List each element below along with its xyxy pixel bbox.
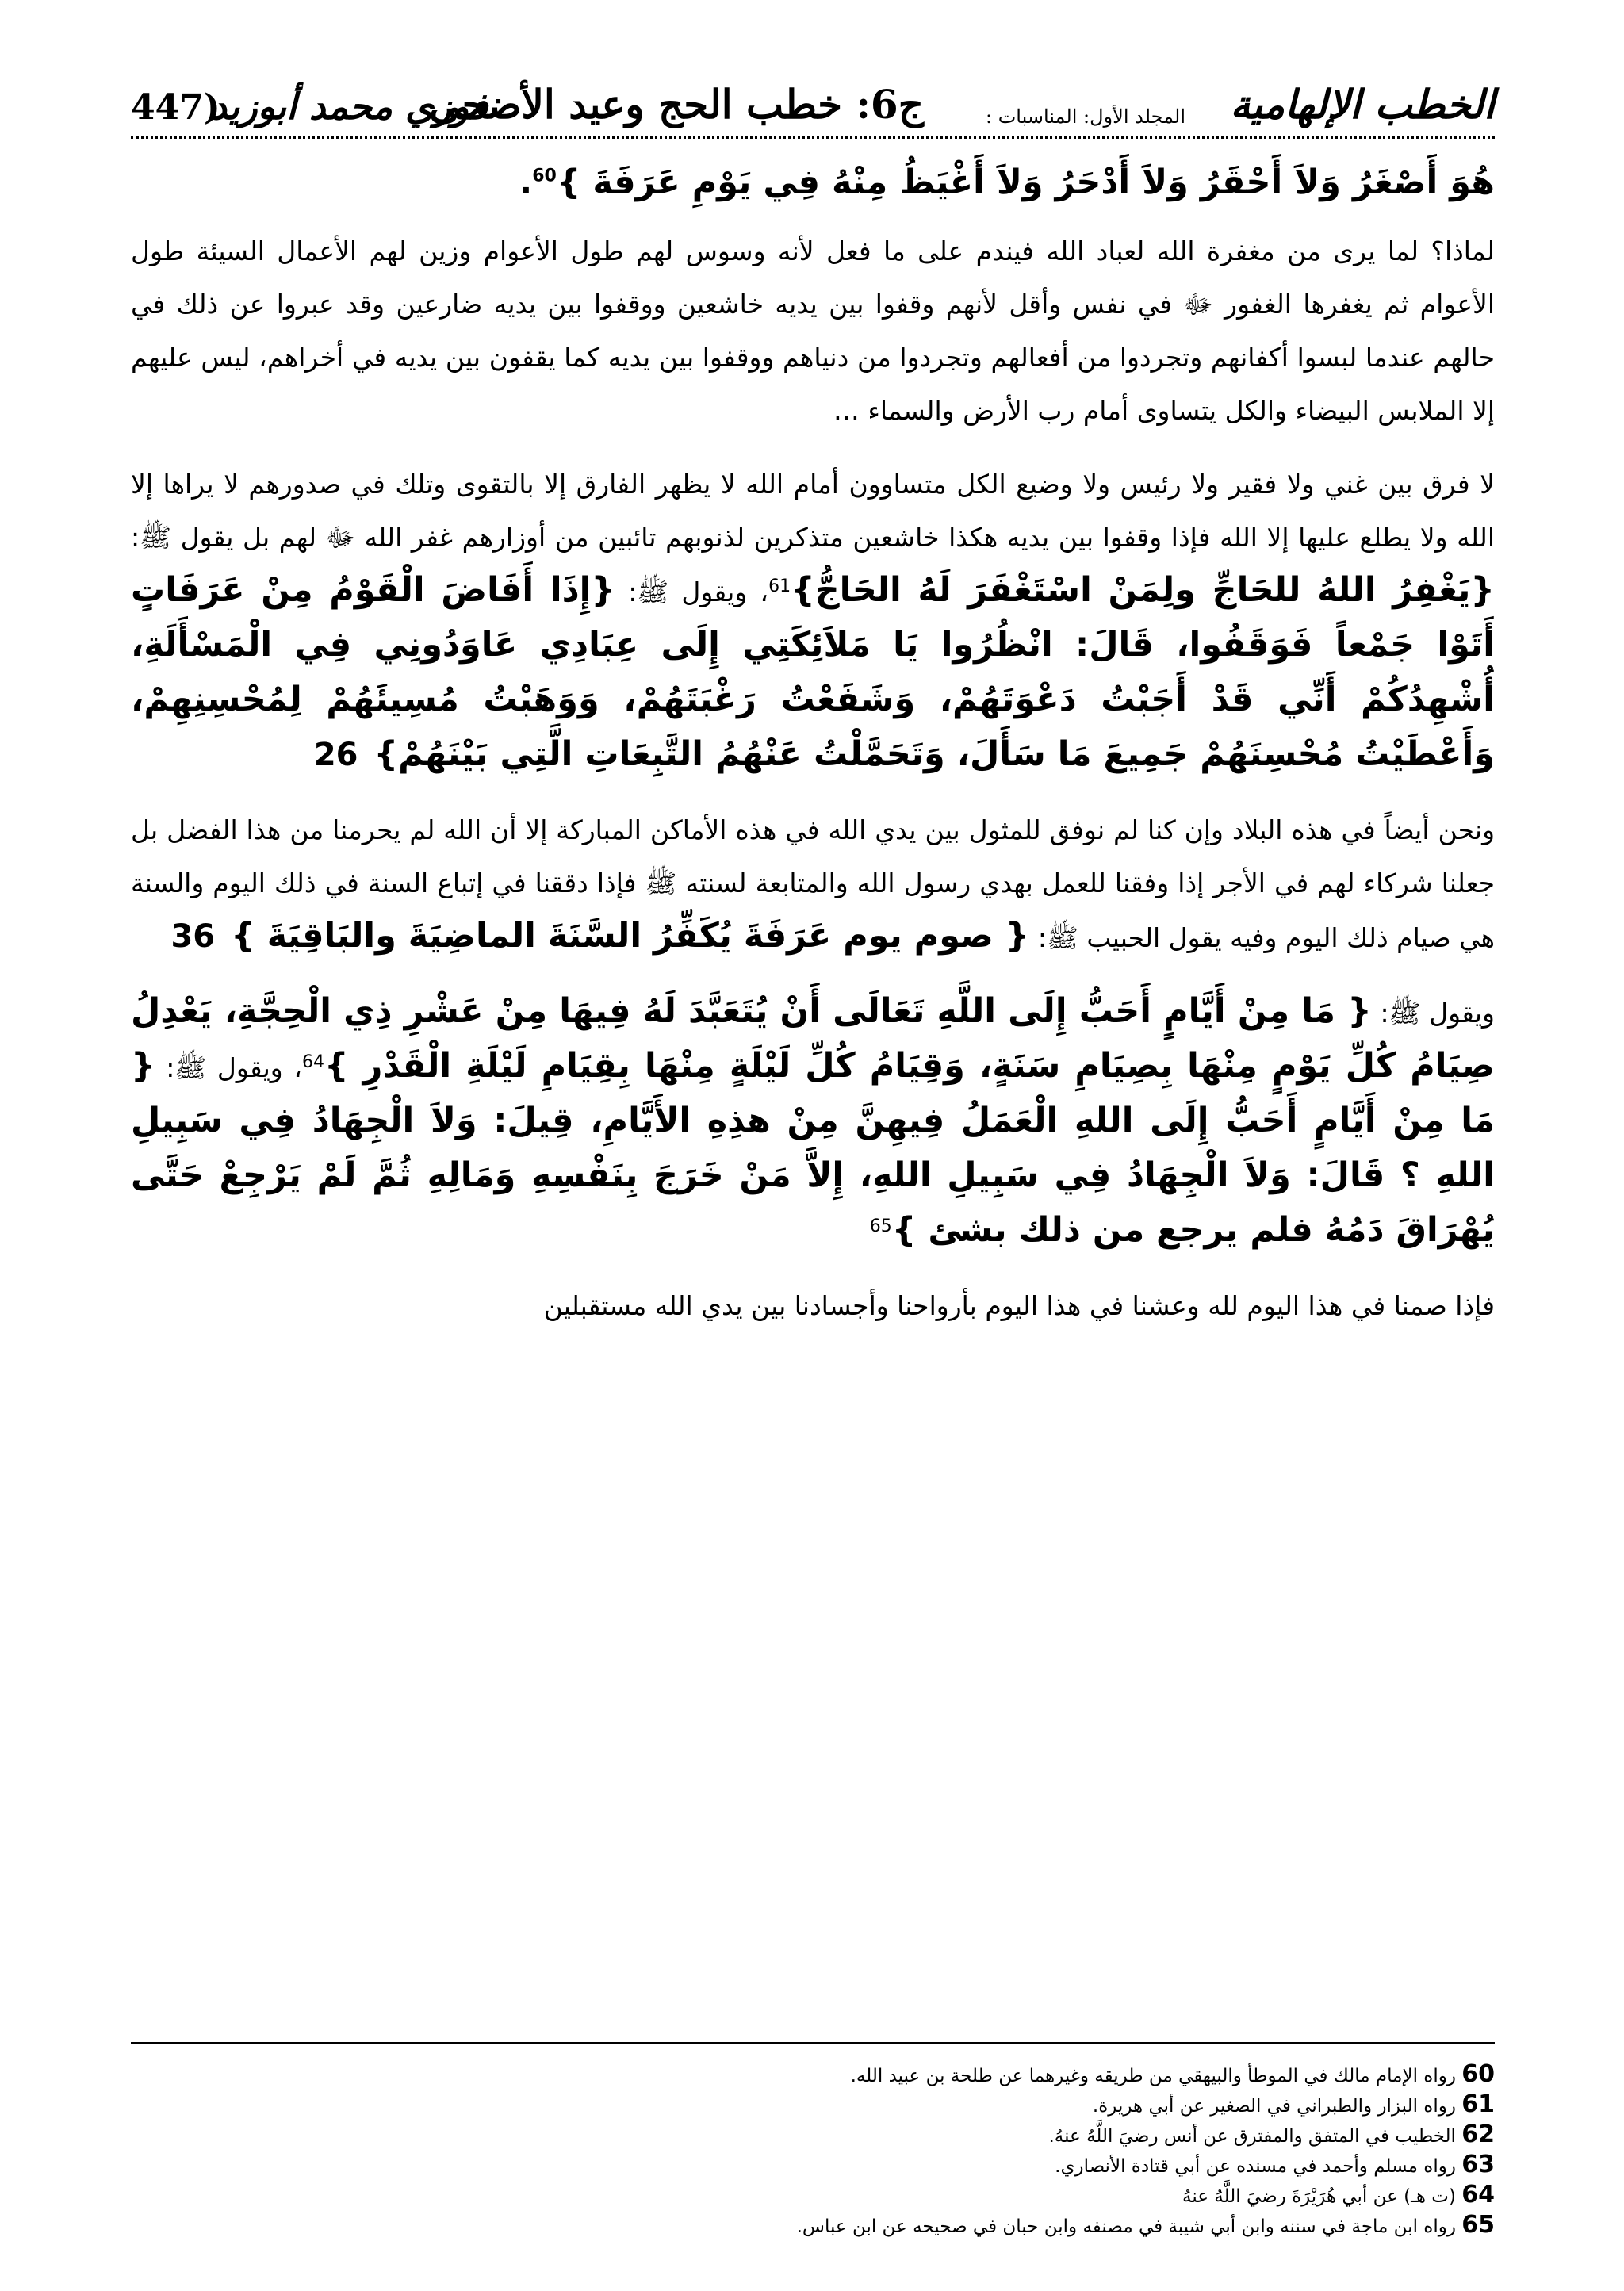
paragraph-2-connector: ، ويقول ﷺ:: [615, 577, 769, 607]
author-name: فوزي محمد أبوزيد: [210, 85, 488, 128]
footnote-number: 60: [1461, 2060, 1495, 2088]
footnote-item: [131, 2090, 1495, 2121]
footnote-number: 62: [1461, 2121, 1495, 2148]
footnotes: [131, 2060, 1495, 2241]
hadith-quote: { مَا مِنْ أَيَّامٍ أَحَبُّ إِلَى اللهِ الْعَمَلُ فِيهِنَّ مِنْ هذِهِ الأَيَّامِ، قِيلَ: وَلاَ الْجِهَادُ فِي سَبِيلِ اللهِ ؟ قَالَ: وَلاَ الْجِهَادُ فِي سَبِيلِ اللهِ، إِلاَّ مَنْ خَرَجَ بِنَفْسِهِ وَمَالِهِ ثُمَّ لَمْ يَرْجِعْ حَتَّى يُهْرَاقَ دَمُهُ فلم يرجع من ذلك بشئ }: [131, 1046, 1495, 1250]
paragraph-3-text: ونحن أيضاً في هذه البلاد وإن كنا لم نوفق للمثول بين يدي الله في هذه الأماكن المباركة إلا أن الله لم يحرمنا من هذا الفضل بل جعلنا شركاء لهم في الأجر إذا وفقنا للعمل بهدي رسول الله والمتابعة لسنته ﷺ فإذا دققنا في إتباع السنة في ذلك اليوم والسنة هي صيام ذلك اليوم وفيه يقول الحبيب ﷺ:: [131, 814, 1495, 953]
footnote-text: رواه البزار والطبراني في الصغير عن أبي هريرة.: [1092, 2096, 1456, 2117]
footnote-item: [131, 2211, 1495, 2241]
footnote-number: 64: [1461, 2181, 1495, 2209]
chapter-title: ج6: خطب الحج وعيد الأضحى: [429, 81, 924, 128]
footnote-number: 61: [1461, 2090, 1495, 2118]
footnote-text: الخطيب في المتفق والمفترق عن أنس رضيَ اللَّهُ عنهُ.: [1048, 2126, 1456, 2147]
volume-label: المجلد الأول: المناسبات :: [986, 105, 1185, 128]
footnote-item: [131, 2151, 1495, 2181]
footnote-ref-64: 64: [301, 1052, 324, 1072]
footnote-number: 63: [1461, 2151, 1495, 2178]
footnote-text: رواه مسلم وأحمد في مسنده عن أبي قتادة الأنصاري.: [1055, 2156, 1456, 2177]
paragraph-4-connector: ، ويقول ﷺ:: [155, 1052, 302, 1083]
main-text: [131, 155, 1495, 1332]
footnote-text: رواه الإمام مالك في الموطأ والبيهقي من طريقه وغيرهما عن طلحة بن عبيد الله.: [850, 2066, 1456, 2086]
quote-text: هُوَ أَصْغَرُ وَلاَ أَحْقَرُ وَلاَ أَدْحَرُ وَلاَ أَغْيَظُ مِنْهُ فِي يَوْمِ عَرَفَةَ }: [556, 163, 1495, 202]
paragraph-4: [131, 985, 1495, 1259]
page-header: [131, 75, 1495, 139]
page-number: 447): [131, 87, 220, 128]
book-title: الخطب الإلهامية: [1230, 81, 1495, 128]
hadith-quote: { صوم يوم عَرَفَةَ يُكَفِّرُ السَّنَةَ الماضِيَةَ والبَاقِيَةَ }: [231, 916, 1030, 956]
paragraph-2-text: لا فرق بين غني ولا فقير ولا رئيس ولا وضيع الكل متساوون أمام الله لا يظهر الفارق إلا بالتقوى وتلك في صدورهم لا يراها إلا الله ولا يطلع عليها إلا الله فإذا وقفوا بين يديه هكذا خاشعين متذكرين لذنوبهم تائبين من أوزارهم غفر الله ﷻ لهم بل يقول ﷺ:: [131, 469, 1495, 553]
paragraph-2: [131, 458, 1495, 783]
footnote-ref-65: 65: [869, 1216, 892, 1236]
footnote-item: [131, 2181, 1495, 2211]
footnote-item: [131, 2121, 1495, 2151]
footnote-item: [131, 2060, 1495, 2090]
hadith-number: 26: [313, 737, 358, 773]
hadith-quote: {يَغْفِرُ اللهُ للحَاجِّ ولِمَنْ اسْتَغْفَرَ لَهُ الحَاجُّ}: [791, 570, 1495, 610]
paragraph-5: فإذا صمنا في هذا اليوم لله وعشنا في هذا اليوم بأرواحنا وأجسادنا بين يدي الله مستقبلين: [543, 1290, 1495, 1321]
footnote-text: رواه ابن ماجة في سننه وابن أبي شيبة في مصنفه وابن حبان في صحيحه عن ابن عباس.: [796, 2216, 1456, 2237]
header-rule: [131, 136, 1495, 139]
hadith-quote: {إِذَا أَفَاضَ الْقَوْمُ مِنْ عَرَفَاتٍ أَتَوْا جَمْعاً فَوَقَفُوا، قَالَ: انْظُرُوا يَا مَلاَئِكَتِي إِلَى عِبَادِي عَاوَدُونِي فِي الْمَسْأَلَةِ، أُشْهِدُكُمْ أَنِّي قَدْ أَجَبْتُ دَعْوَتَهُمْ، وَشَفَعْتُ رَغْبَتَهُمْ، وَوَهَبْتُ مُسِيئَهُمْ لِمُحْسِنِهِمْ، وَأَعْطَيْتُ مُحْسِنَهُمْ جَمِيعَ مَا سَأَلَ، وَتَحَمَّلْتُ عَنْهُمُ التَّبِعَاتِ الَّتِي بَيْنَهُمْ}: [131, 570, 1495, 774]
paragraph-4-intro: ويقول ﷺ:: [1371, 998, 1495, 1029]
paragraph-continued-quote: هُوَ أَصْغَرُ وَلاَ أَحْقَرُ وَلاَ أَدْحَرُ وَلاَ أَغْيَظُ مِنْهُ فِي يَوْمِ عَرَفَةَ }$^{60}$.: [519, 163, 1495, 202]
footnote-ref-60: 60: [532, 166, 557, 186]
footnote-separator: [131, 2042, 1495, 2044]
paragraph-3: [131, 803, 1495, 964]
footnote-ref-61: 61: [768, 577, 791, 596]
hadith-quote: { مَا مِنْ أَيَّامٍ أَحَبُّ إِلَى اللَّهِ تَعَالَى أَنْ يُتَعَبَّدَ لَهُ فِيهَا مِنْ عَشْرِ ذِي الْحِجَّةِ، يَعْدِلُ صِيَامُ كُلِّ يَوْمٍ مِنْهَا بِصِيَامِ سَنَةٍ، وَقِيَامُ كُلِّ لَيْلَةٍ مِنْهَا بِقِيَامِ لَيْلَةِ الْقَدْرِ }: [131, 991, 1495, 1086]
footnote-text: (ت هـ) عن أبي هُرَيْرَةَ رضيَ اللَّهُ عنهُ: [1182, 2186, 1456, 2207]
footnote-number: 65: [1461, 2211, 1495, 2239]
paragraph-1: لماذا؟ لما يرى من مغفرة الله لعباد الله فيندم على ما فعل لأنه وسوس لهم طول الأعوام وزين لهم الأعمال السيئة طول الأعوام ثم يغفرها الغفور ﷻ في نفس وأقل لأنهم وقفوا بين يديه خاشعين ووقفوا بين يديه ضارعين وقد عبروا عن ذلك في حالهم عندما لبسوا أكفانهم وتجردوا من أفعالهم وتجردوا من دنياهم ووقفوا بين يديه كما يقفون بين يديه في أخراهم، ليس عليهم إلا الملابس البيضاء والكل يتساوى أمام رب الأرض والسماء …: [131, 236, 1495, 426]
hadith-number: 36: [170, 918, 216, 955]
